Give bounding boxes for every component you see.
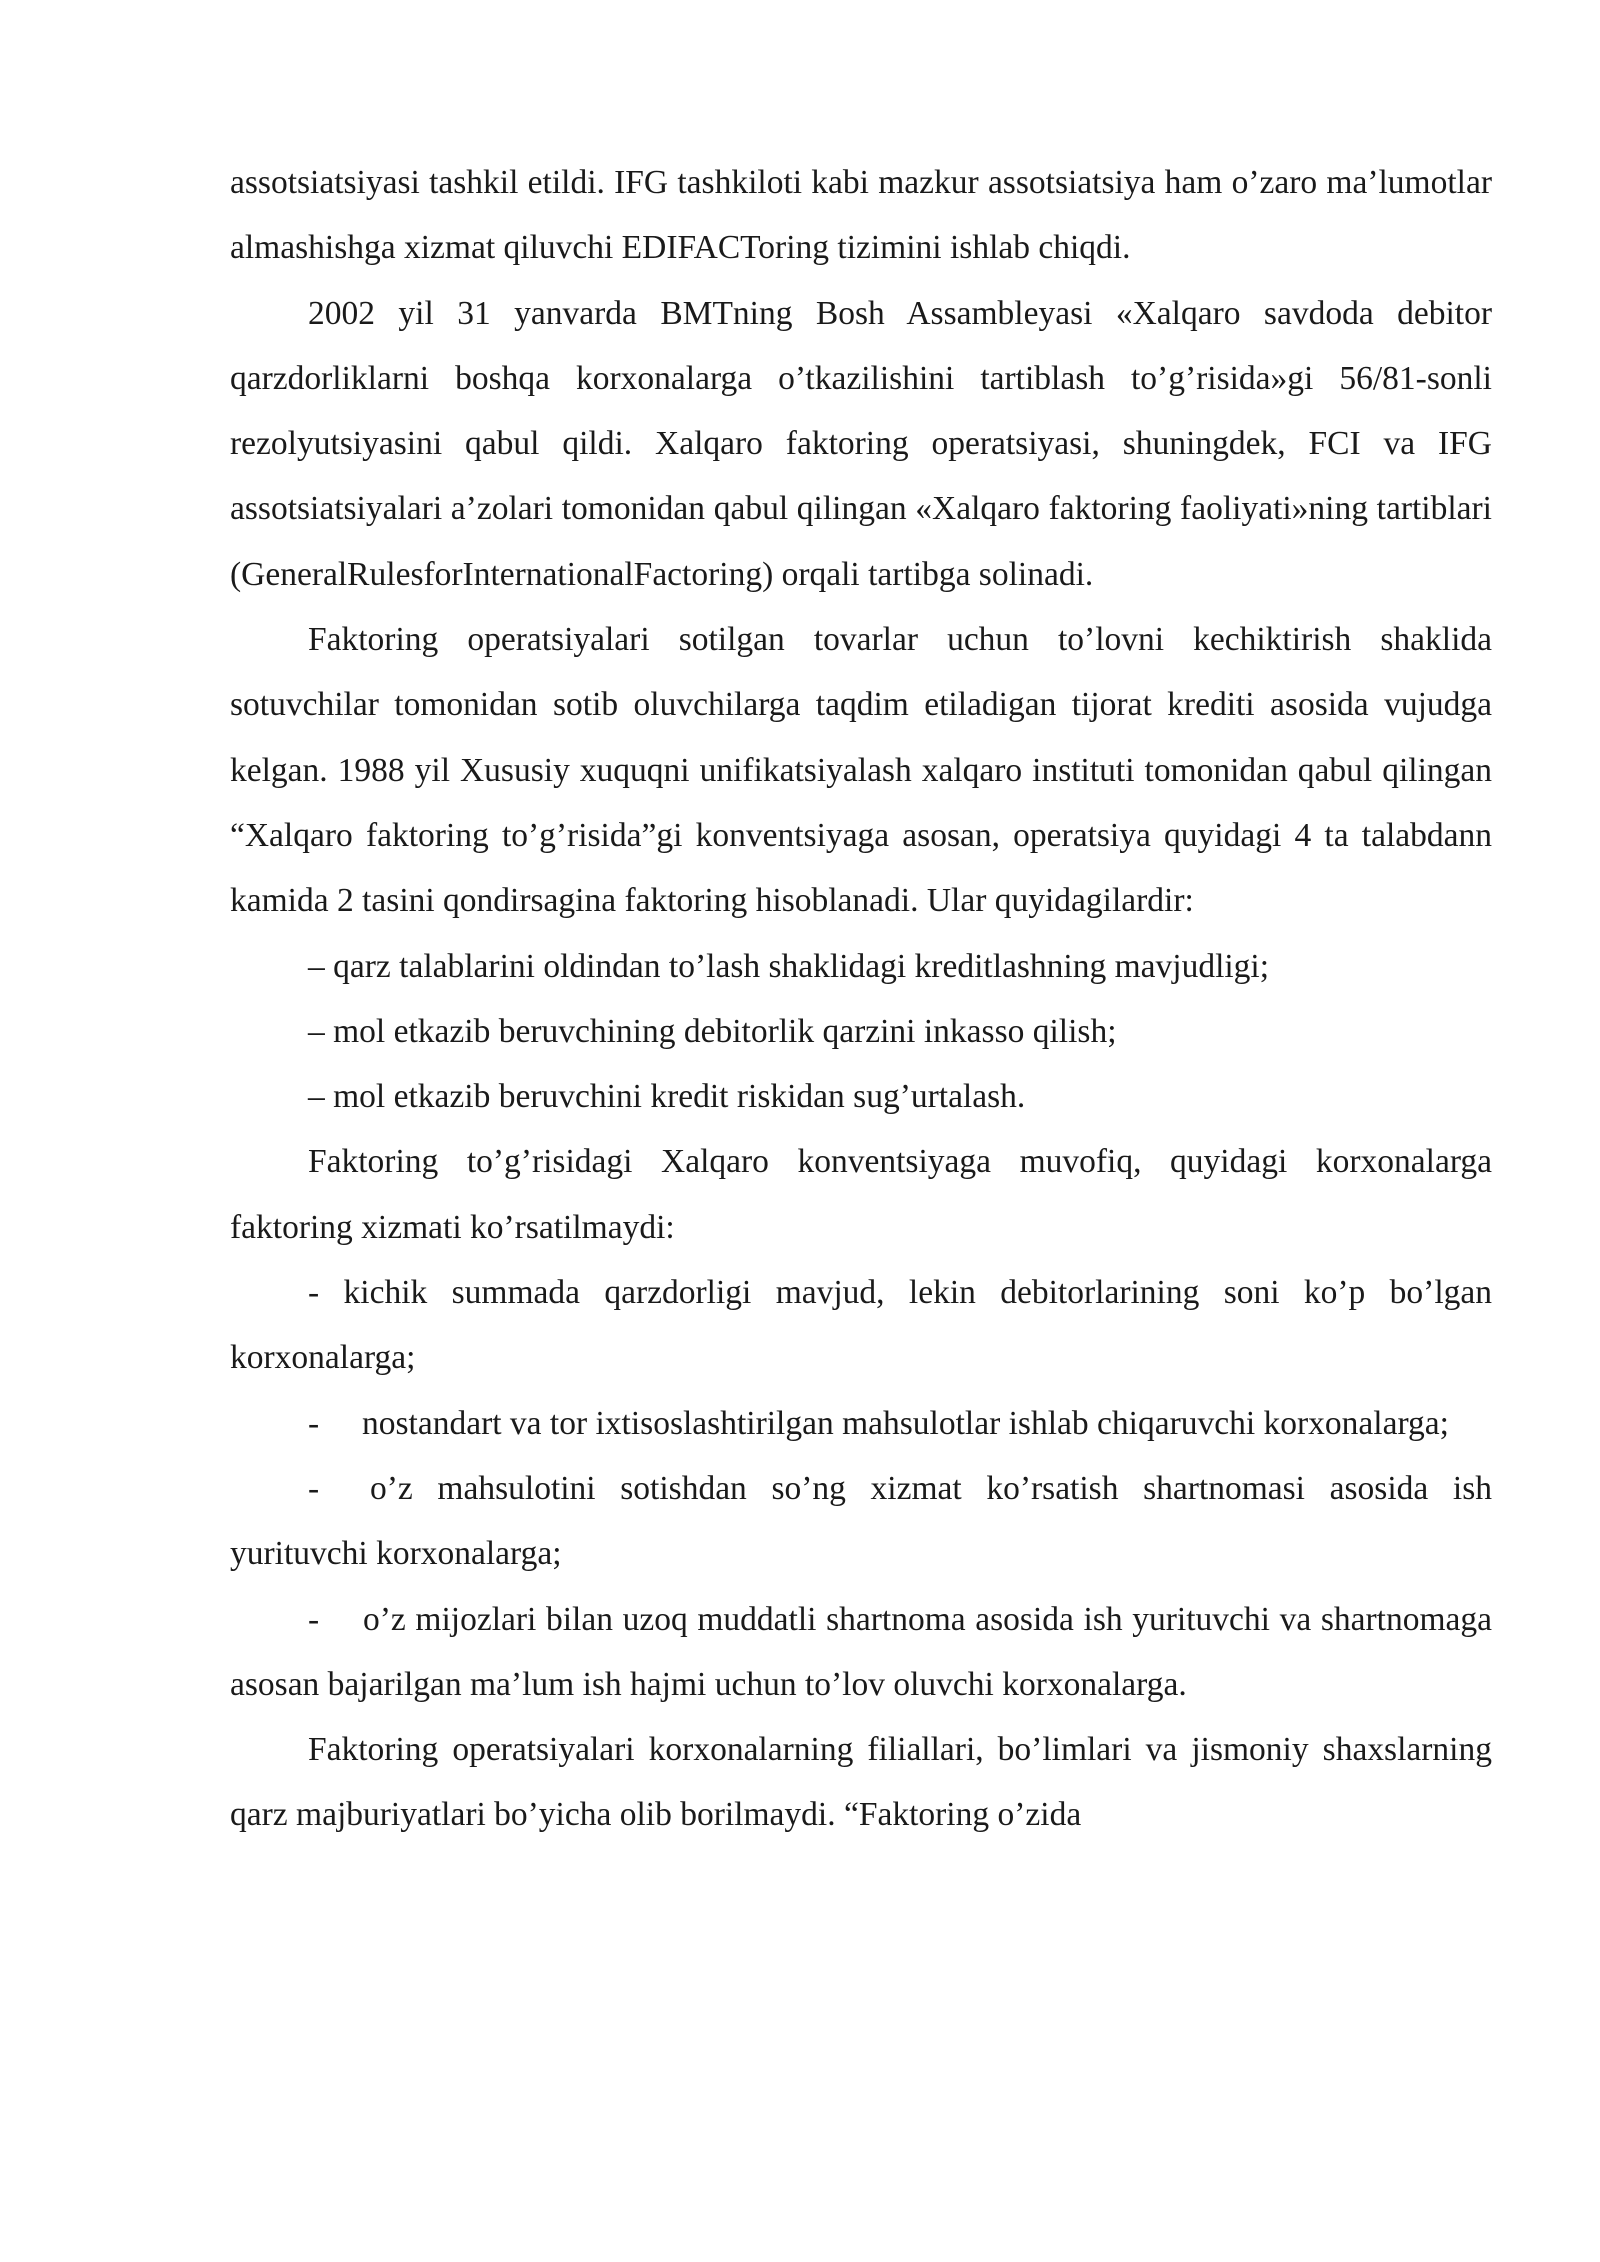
- paragraph-factoring-origin: Faktoring operatsiyalari sotilgan tovarlar uchun to’lovni kechiktirish shaklida sotuvchilar tomonidan sotib oluvchilarga taqdim etiladigan tijorat krediti asosida vujudga kelgan. 1988 yil Xususiy xuquqni unifikatsiyalash xalqaro instituti tomonidan qabul qilingan “Xalqaro faktoring to’g’risida”gi konventsiyaga asosan, operatsiya quyidagi 4 ta talabdann kamida 2 tasini qondirsagina faktoring hisoblanadi. Ular quyidagilardir:: [230, 621, 1492, 920]
- list-item: [230, 1587, 1492, 1718]
- paragraph-convention: Faktoring to’g’risidagi Xalqaro konventsiyaga muvofiq, quyidagi korxonalarga faktoring xizmati ko’rsatilmaydi:: [230, 1143, 1492, 1246]
- list-item: - kichik summada qarzdorligi mavjud, lekin debitorlarining soni ko’p bo’lgan korxonalarga;: [230, 1274, 1492, 1377]
- list-dash: -: [308, 1600, 320, 1638]
- document-page: [230, 150, 1492, 1848]
- list-item-text: nostandart va tor ixtisoslashtirilgan mahsulotlar ishlab chiqaruvchi korxonalarga;: [362, 1404, 1449, 1442]
- list-item: – mol etkazib beruvchini kredit riskidan sug’urtalash.: [308, 1078, 1026, 1116]
- list-item: – qarz talablarini oldindan to’lash shaklidagi kreditlashning mavjudligi;: [308, 947, 1270, 985]
- paragraph-un-resolution: 2002 yil 31 yanvarda BMTning Bosh Assambleyasi «Xalqaro savdoda debitor qarzdorliklarni boshqa korxonalarga o’tkazilishini tartiblash to’g’risida»gi 56/81-sonli rezolyutsiyasini qabul qildi. Xalqaro faktoring operatsiyasi, shuningdek, FCI va IFG assotsiatsiyalari a’zolari tomonidan qabul qilingan «Xalqaro faktoring faoliyati»ning tartiblari (GeneralRulesforInternationalFactoring) orqali tartibga solinadi.: [230, 294, 1492, 593]
- list-item: [230, 1456, 1492, 1587]
- list-item-text: o’z mahsulotini sotishdan so’ng xizmat ko’rsatish shartnomasi asosida ish yurituvchi korxonalarga;: [230, 1469, 1492, 1573]
- list-item-text: o’z mijozlari bilan uzoq muddatli shartnoma asosida ish yurituvchi va shartnomaga asosan bajarilgan ma’lum ish hajmi uchun to’lov oluvchi korxonalarga.: [230, 1600, 1492, 1703]
- list-item: [230, 1391, 1492, 1456]
- list-item: – mol etkazib beruvchining debitorlik qarzini inkasso qilish;: [308, 1012, 1117, 1050]
- list-dash: -: [308, 1469, 320, 1507]
- list-dash: -: [308, 1404, 320, 1442]
- paragraph-continuation: assotsiatsiyasi tashkil etildi. IFG tashkiloti kabi mazkur assotsiatsiya ham o’zaro ma’lumotlar almashishga xizmat qiluvchi EDIFACToring tizimini ishlab chiqdi.: [230, 164, 1492, 267]
- paragraph-branches: Faktoring operatsiyalari korxonalarning filiallari, bo’limlari va jismoniy shaxslarning qarz majburiyatlari bo’yicha olib borilmaydi. “Faktoring o’zida: [230, 1731, 1492, 1834]
